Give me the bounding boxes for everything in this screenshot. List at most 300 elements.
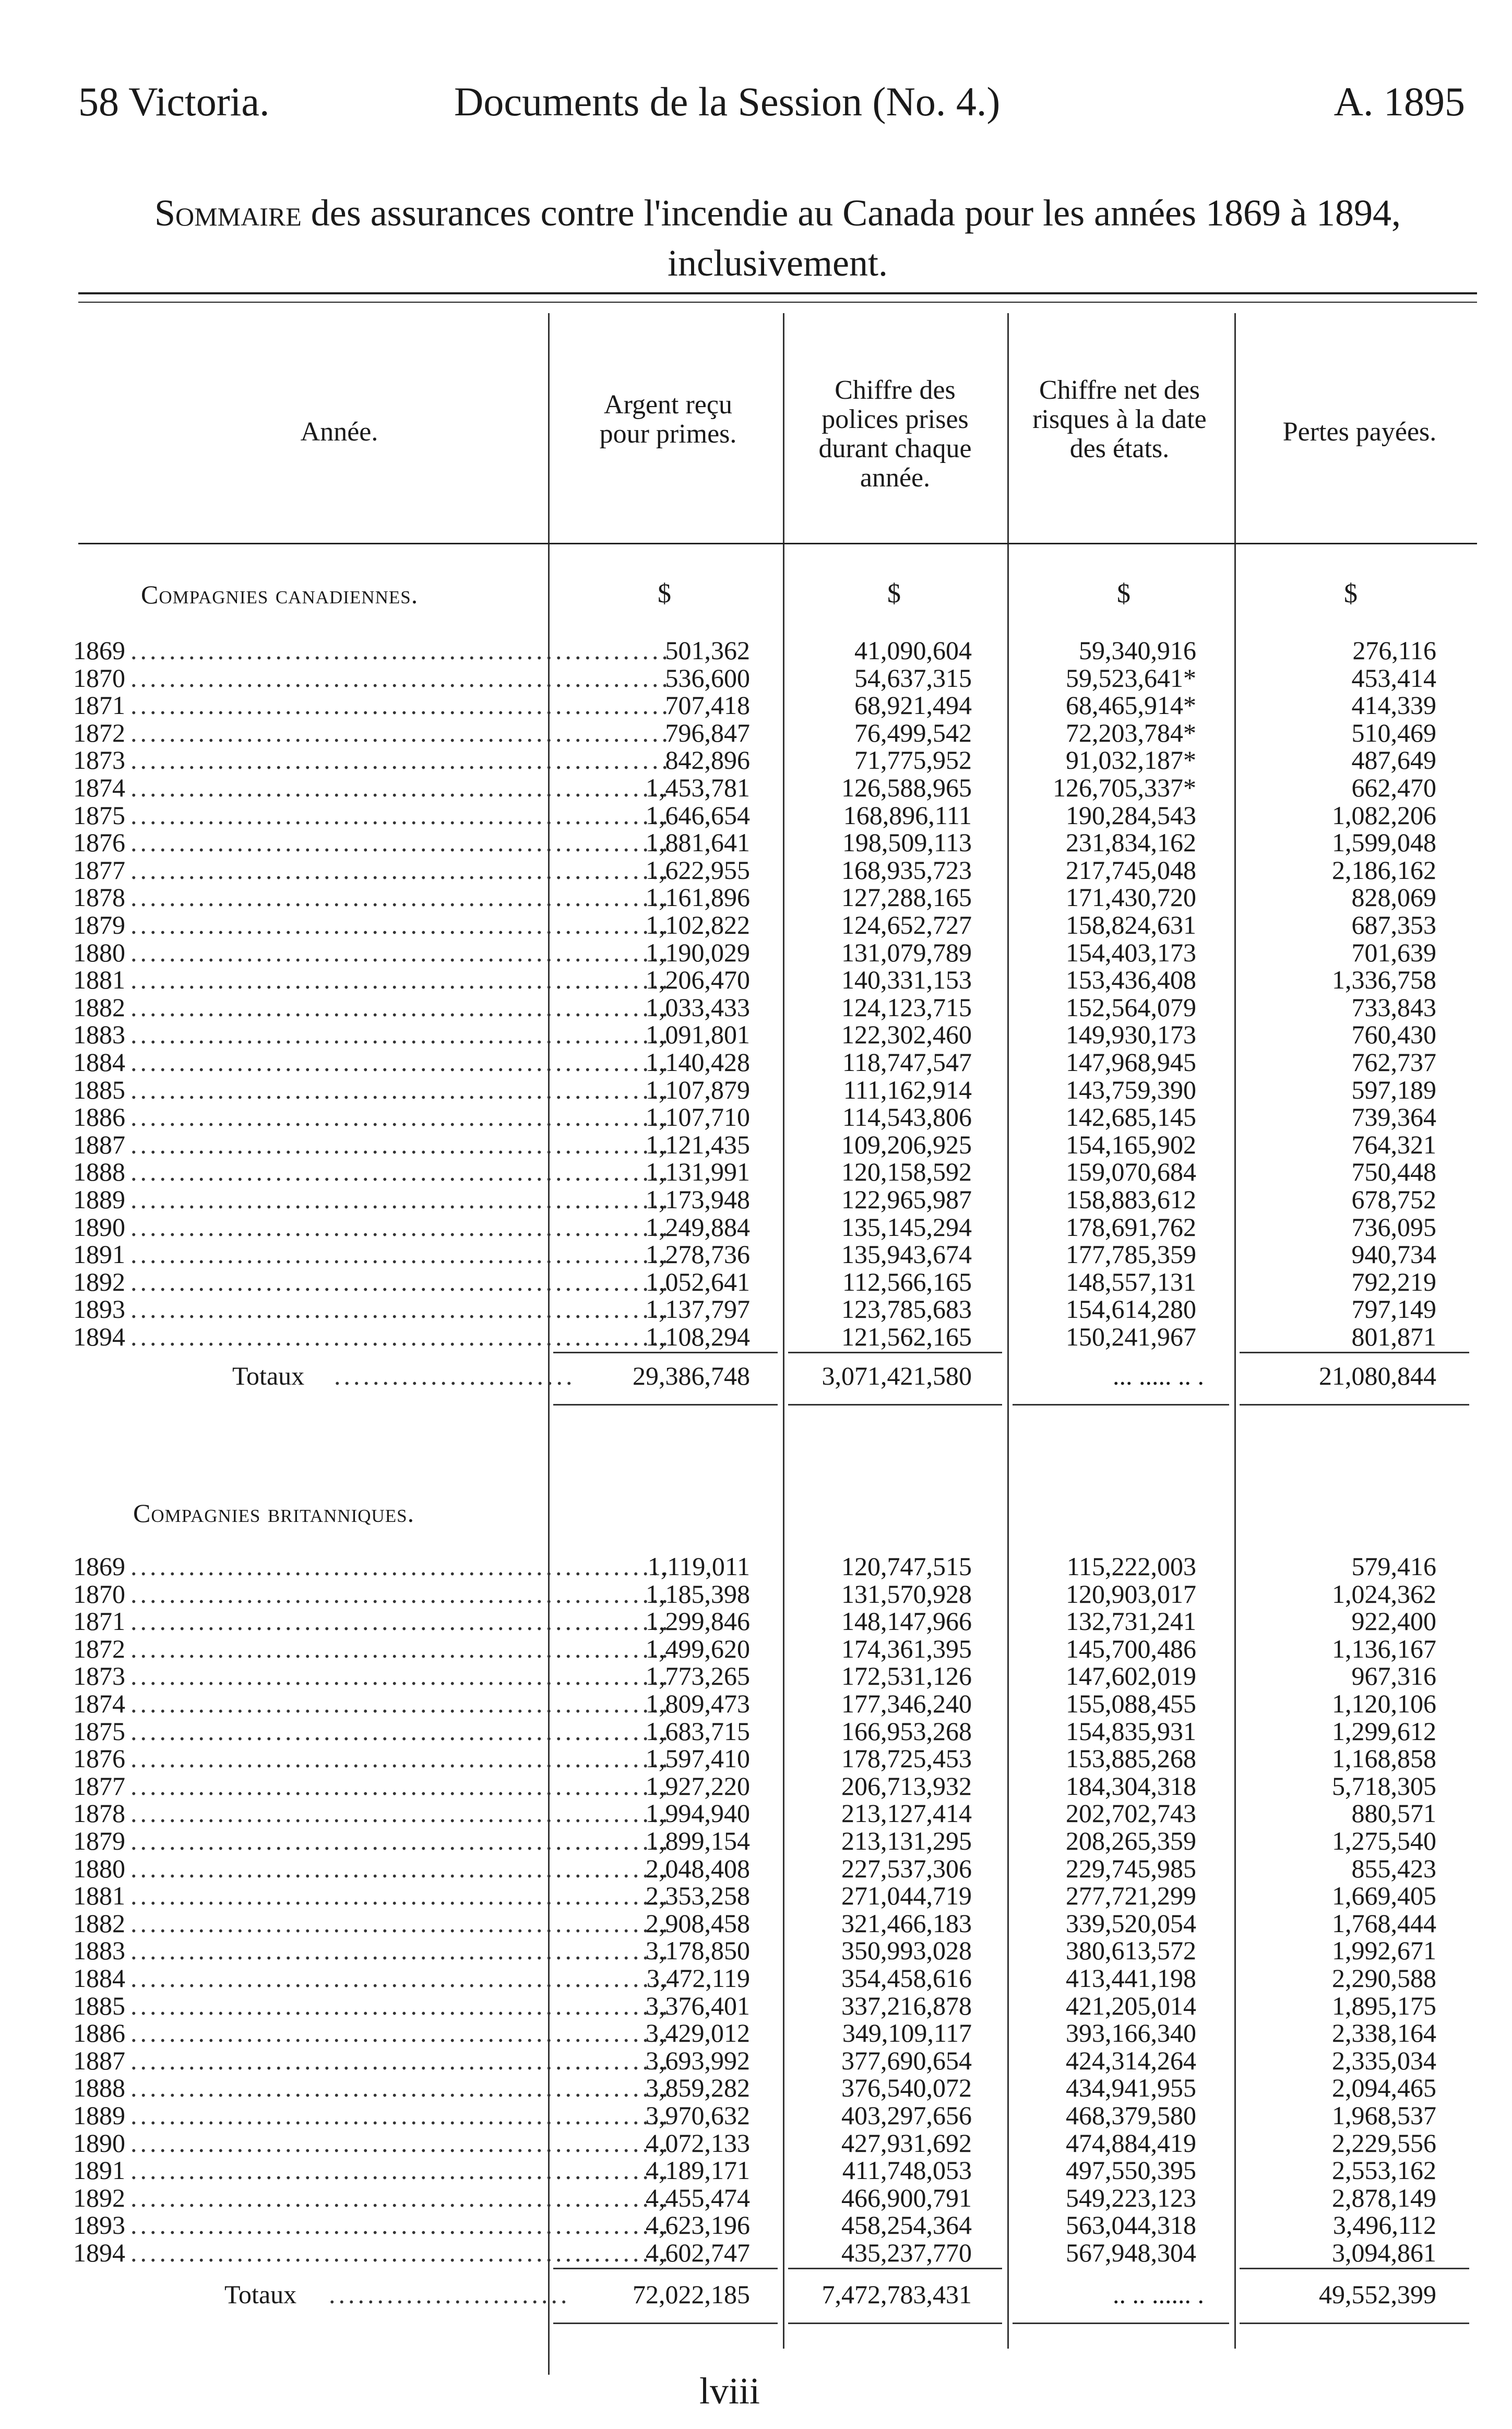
polices-cell: 168,896,111: [843, 800, 972, 830]
risques-cell: 468,379,580: [1066, 2101, 1196, 2130]
risques-cell: 231,834,162: [1066, 828, 1196, 858]
pertes-cell: 792,219: [1351, 1267, 1436, 1296]
risques-cell: 202,702,743: [1066, 1799, 1196, 1828]
header-center: Documents de la Session (No. 4.): [454, 79, 1001, 124]
year-cell: 1874: [73, 773, 125, 802]
year-cell: 1893: [73, 1294, 125, 1324]
pertes-cell: 2,290,588: [1332, 1963, 1436, 1993]
year-cell: 1877: [73, 855, 125, 885]
polices-cell: 377,690,654: [841, 2045, 972, 2075]
leader-dots: ........................................................: [130, 663, 671, 693]
polices-cell: 124,652,727: [841, 910, 972, 939]
polices-cell: 427,931,692: [841, 2128, 972, 2158]
leader-dots: ........................................................: [130, 1047, 671, 1077]
pertes-cell: 579,416: [1351, 1552, 1436, 1581]
leader-dots: ........................................................: [130, 1322, 671, 1351]
year-cell: 1888: [73, 1157, 125, 1187]
table-row: [0, 829, 1512, 856]
leader-dots: ........................................................: [130, 1853, 671, 1883]
polices-cell: 54,637,315: [854, 663, 972, 693]
caption-lead: Sommaire: [154, 192, 302, 234]
risques-cell: 153,436,408: [1066, 965, 1196, 995]
pertes-cell: 414,339: [1351, 690, 1436, 720]
polices-cell: 148,147,966: [841, 1606, 972, 1636]
table-row: [0, 1553, 1512, 1580]
polices-cell: 41,090,604: [854, 636, 972, 665]
polices-cell: 140,331,153: [841, 965, 972, 995]
col-header-annee: Année.: [300, 417, 378, 447]
primes-cell: 3,859,282: [646, 2073, 750, 2103]
leader-dots: ........................................................: [130, 2238, 671, 2267]
table-row: [0, 664, 1512, 692]
primes-cell: 1,278,736: [646, 1240, 750, 1269]
year-cell: 1888: [73, 2073, 125, 2103]
risques-cell: 413,441,198: [1066, 1963, 1196, 1993]
year-cell: 1893: [73, 2210, 125, 2240]
leader-dots: ........................................................: [130, 1689, 671, 1718]
primes-cell: 4,455,474: [646, 2183, 750, 2212]
primes-cell: 1,140,428: [646, 1047, 750, 1077]
polices-cell: 168,935,723: [841, 855, 972, 885]
year-cell: 1878: [73, 883, 125, 912]
sum-rule: [1240, 1352, 1469, 1353]
table-row: [0, 1882, 1512, 1909]
risques-cell: 177,785,359: [1066, 1240, 1196, 1269]
risques-cell: 421,205,014: [1066, 1991, 1196, 2020]
pertes-cell: 678,752: [1351, 1185, 1436, 1214]
pertes-cell: 1,669,405: [1332, 1881, 1436, 1911]
leader-dots: ........................................................: [130, 1294, 671, 1324]
primes-cell: 501,362: [665, 636, 750, 665]
pertes-cell: 750,448: [1351, 1157, 1436, 1187]
sum-rule: [788, 2268, 1002, 2269]
table-row: [0, 1855, 1512, 1882]
totals-pertes: 49,552,399: [1319, 2280, 1436, 2309]
leader-dots: ........................................................: [130, 1936, 671, 1966]
year-cell: 1870: [73, 663, 125, 693]
sum-rule: [1013, 1404, 1229, 1406]
year-cell: 1879: [73, 910, 125, 939]
primes-cell: 3,970,632: [646, 2101, 750, 2130]
year-cell: 1884: [73, 1047, 125, 1077]
leader-dots: ........................................................: [130, 2210, 671, 2240]
pertes-cell: 855,423: [1351, 1853, 1436, 1883]
pertes-cell: 880,571: [1351, 1799, 1436, 1828]
polices-cell: 172,531,126: [841, 1661, 972, 1691]
leader-dots: ........................................................: [130, 1157, 671, 1187]
polices-cell: 114,543,806: [842, 1102, 972, 1132]
year-cell: 1883: [73, 1936, 125, 1966]
risques-cell: 339,520,054: [1066, 1908, 1196, 1938]
primes-cell: 1,033,433: [646, 992, 750, 1022]
year-cell: 1874: [73, 1689, 125, 1718]
leader-dots: ........................................................: [130, 937, 671, 967]
leader-dots: ........................................................: [130, 2045, 671, 2075]
pertes-cell: 2,094,465: [1332, 2073, 1436, 2103]
table-row: [0, 2184, 1512, 2211]
risques-cell: 154,403,173: [1066, 937, 1196, 967]
pertes-cell: 276,116: [1352, 636, 1436, 665]
polices-cell: 354,458,616: [841, 1963, 972, 1993]
polices-cell: 126,588,965: [841, 773, 972, 802]
polices-cell: 109,206,925: [841, 1129, 972, 1159]
polices-cell: 131,079,789: [841, 937, 972, 967]
leader-dots: ........................................................: [130, 1744, 671, 1773]
leader-dots: ........................................................: [130, 1129, 671, 1159]
risques-cell: 91,032,187*: [1066, 745, 1196, 775]
risques-cell: 153,885,268: [1066, 1744, 1196, 1773]
primes-cell: 4,189,171: [646, 2156, 750, 2185]
leader-dots: ........................................................: [130, 1102, 671, 1132]
pertes-cell: 3,496,112: [1332, 2210, 1436, 2240]
primes-cell: 4,623,196: [646, 2210, 750, 2240]
primes-cell: 1,809,473: [646, 1689, 750, 1718]
year-cell: 1881: [73, 965, 125, 995]
primes-cell: 1,119,011: [647, 1552, 750, 1581]
pertes-cell: 2,229,556: [1332, 2128, 1436, 2158]
leader-dots: ........................................................: [130, 2101, 671, 2130]
pertes-cell: 1,895,175: [1332, 1991, 1436, 2020]
table-row: [0, 1662, 1512, 1689]
polices-cell: 213,127,414: [841, 1799, 972, 1828]
leader-dots: ........................................................: [130, 1579, 671, 1609]
pertes-cell: 922,400: [1351, 1606, 1436, 1636]
year-cell: 1887: [73, 1129, 125, 1159]
leader-dots: ........................................................: [130, 1267, 671, 1296]
year-cell: 1879: [73, 1826, 125, 1855]
year-cell: 1892: [73, 2183, 125, 2212]
risques-cell: 159,070,684: [1066, 1157, 1196, 1187]
leader-dots: ........................................................: [130, 1075, 671, 1104]
year-cell: 1880: [73, 1853, 125, 1883]
table-row: [0, 2074, 1512, 2101]
year-cell: 1884: [73, 1963, 125, 1993]
pertes-cell: 1,024,362: [1332, 1579, 1436, 1609]
primes-cell: 1,773,265: [646, 1661, 750, 1691]
primes-cell: 1,299,846: [646, 1606, 750, 1636]
table-row: [0, 1241, 1512, 1268]
year-cell: 1889: [73, 2101, 125, 2130]
primes-cell: 1,249,884: [646, 1212, 750, 1242]
year-cell: 1871: [73, 1606, 125, 1636]
primes-cell: 1,107,710: [646, 1102, 750, 1132]
table-row: [0, 939, 1512, 966]
totals-primes: 72,022,185: [633, 2280, 750, 2309]
leader-dots: ........................................................: [130, 2128, 671, 2158]
risques-cell: 154,835,931: [1066, 1716, 1196, 1746]
leader-dots: ........................................................: [130, 1606, 671, 1636]
leader-dots: ........................................................: [130, 773, 671, 802]
pertes-cell: 1,082,206: [1332, 800, 1436, 830]
polices-cell: 213,131,295: [841, 1826, 972, 1855]
primes-cell: 2,353,258: [646, 1881, 750, 1911]
table-row: [0, 1964, 1512, 1992]
polices-cell: 435,237,770: [841, 2238, 972, 2267]
leader-dots: ........................................................: [130, 1634, 671, 1663]
year-cell: 1885: [73, 1075, 125, 1104]
pertes-cell: 701,639: [1351, 937, 1436, 967]
polices-cell: 71,775,952: [854, 745, 972, 775]
leader-dots: ........................................................: [130, 2156, 671, 2185]
leader-dots: ........................................................: [130, 1908, 671, 1938]
risques-cell: 380,613,572: [1066, 1936, 1196, 1966]
totals-row-britanniques: [0, 2281, 1512, 2308]
risques-cell: 59,523,641*: [1066, 663, 1196, 693]
pertes-cell: 1,599,048: [1332, 828, 1436, 858]
year-cell: 1891: [73, 1240, 125, 1269]
sum-rule: [788, 1404, 1002, 1406]
leader-dots: ........................................................: [130, 1185, 671, 1214]
table-row: [0, 1103, 1512, 1130]
pertes-cell: 2,338,164: [1332, 2018, 1436, 2048]
primes-cell: 1,185,398: [646, 1579, 750, 1609]
leader-dots: ........................................................: [130, 1212, 671, 1242]
risques-cell: 68,465,914*: [1066, 690, 1196, 720]
table-row: [0, 2157, 1512, 2184]
table-row: [0, 692, 1512, 719]
risques-cell: 132,731,241: [1066, 1606, 1196, 1636]
polices-cell: 166,953,268: [841, 1716, 972, 1746]
header-left: 58 Victoria.: [78, 79, 270, 124]
primes-cell: 4,072,133: [646, 2128, 750, 2158]
table-row: [0, 774, 1512, 801]
pertes-cell: 1,120,106: [1332, 1689, 1436, 1718]
leader-dots: ........................................................: [130, 883, 671, 912]
table-row: [0, 2102, 1512, 2129]
primes-cell: 1,121,435: [646, 1129, 750, 1159]
leader-dots: .........................: [329, 2280, 570, 2309]
risques-cell: 277,721,299: [1066, 1881, 1196, 1911]
primes-cell: 707,418: [665, 690, 750, 720]
risques-cell: 190,284,543: [1066, 800, 1196, 830]
table-row: [0, 1992, 1512, 2019]
primes-cell: 3,376,401: [646, 1991, 750, 2020]
primes-cell: 3,429,012: [646, 2018, 750, 2048]
leader-dots: ........................................................: [130, 690, 671, 720]
polices-cell: 112,566,165: [842, 1267, 972, 1296]
leader-dots: ........................................................: [130, 910, 671, 939]
risques-cell: 497,550,395: [1066, 2156, 1196, 2185]
polices-cell: 76,499,542: [854, 718, 972, 747]
polices-cell: 227,537,306: [841, 1853, 972, 1883]
leader-dots: ........................................................: [130, 2073, 671, 2103]
table-row: [0, 1076, 1512, 1103]
sum-rule: [553, 1352, 778, 1353]
risques-cell: 155,088,455: [1066, 1689, 1196, 1718]
polices-cell: 337,216,878: [841, 1991, 972, 2020]
totals-polices: 7,472,783,431: [822, 2280, 972, 2309]
top-rule: [78, 292, 1477, 294]
risques-cell: 149,930,173: [1066, 1020, 1196, 1050]
polices-cell: 198,509,113: [842, 828, 972, 858]
year-cell: 1891: [73, 2156, 125, 2185]
leader-dots: ........................................................: [130, 1881, 671, 1911]
risques-cell: 143,759,390: [1066, 1075, 1196, 1104]
risques-cell: 158,883,612: [1066, 1185, 1196, 1214]
totals-label: Totaux: [232, 1361, 305, 1390]
year-cell: 1890: [73, 2128, 125, 2158]
pertes-cell: 940,734: [1351, 1240, 1436, 1269]
polices-cell: 376,540,072: [841, 2073, 972, 2103]
primes-cell: 1,206,470: [646, 965, 750, 995]
polices-cell: 321,466,183: [841, 1908, 972, 1938]
caption-text: des assurances contre l'incendie au Canada pour les années 1869 à 1894, inclusivement.: [301, 192, 1401, 284]
currency-mark: $: [658, 579, 671, 609]
year-cell: 1875: [73, 800, 125, 830]
risques-cell: 549,223,123: [1066, 2183, 1196, 2212]
primes-cell: 1,453,781: [646, 773, 750, 802]
primes-cell: 3,693,992: [646, 2045, 750, 2075]
primes-cell: 1,137,797: [646, 1294, 750, 1324]
risques-cell: 120,903,017: [1066, 1579, 1196, 1609]
primes-cell: 842,896: [665, 745, 750, 775]
pertes-cell: 1,992,671: [1332, 1936, 1436, 1966]
col-header-risques: Chiffre net des risques à la date des états.: [1032, 375, 1207, 463]
risques-cell: 150,241,967: [1066, 1322, 1196, 1351]
year-cell: 1876: [73, 828, 125, 858]
totals-polices: 3,071,421,580: [822, 1361, 972, 1390]
table-row: [0, 1690, 1512, 1717]
year-cell: 1870: [73, 1579, 125, 1609]
risques-cell: 474,884,419: [1066, 2128, 1196, 2158]
sum-rule: [788, 1352, 1002, 1353]
pertes-cell: 797,149: [1351, 1294, 1436, 1324]
pertes-cell: 1,336,758: [1332, 965, 1436, 995]
sum-rule: [1013, 2323, 1229, 2324]
table-row: [0, 1186, 1512, 1213]
risques-cell: 72,203,784*: [1066, 718, 1196, 747]
totals-primes: 29,386,748: [633, 1361, 750, 1390]
currency-mark: $: [1117, 579, 1130, 609]
polices-cell: 122,965,987: [841, 1185, 972, 1214]
polices-cell: 177,346,240: [841, 1689, 972, 1718]
primes-cell: 1,646,654: [646, 800, 750, 830]
leader-dots: ........................................................: [130, 2183, 671, 2212]
header-rule: [78, 543, 1477, 544]
risques-cell: 147,968,945: [1066, 1047, 1196, 1077]
polices-cell: 349,109,117: [842, 2018, 972, 2048]
pertes-cell: 967,316: [1351, 1661, 1436, 1691]
table-row: [0, 1910, 1512, 1937]
leader-dots: ........................................................: [130, 992, 671, 1022]
totals-row-canadiennes: [0, 1362, 1512, 1389]
polices-cell: 123,785,683: [841, 1294, 972, 1324]
year-cell: 1890: [73, 1212, 125, 1242]
polices-cell: 118,747,547: [842, 1047, 972, 1077]
pertes-cell: 1,768,444: [1332, 1908, 1436, 1938]
table-row: [0, 1608, 1512, 1635]
table-row: [0, 2019, 1512, 2046]
totals-risques: ... ..... .. .: [1113, 1361, 1204, 1390]
year-cell: 1881: [73, 1881, 125, 1911]
primes-cell: 1,107,879: [646, 1075, 750, 1104]
table-row: [0, 1635, 1512, 1662]
leader-dots: ........................................................: [130, 1240, 671, 1269]
polices-cell: 350,993,028: [841, 1936, 972, 1966]
polices-cell: 178,725,453: [841, 1744, 972, 1773]
polices-cell: 174,361,395: [841, 1634, 972, 1663]
year-cell: 1883: [73, 1020, 125, 1050]
risques-cell: 563,044,318: [1066, 2210, 1196, 2240]
pertes-cell: 1,968,537: [1332, 2101, 1436, 2130]
table-row: [0, 1049, 1512, 1076]
leader-dots: ........................................................: [130, 636, 671, 665]
leader-dots: ........................................................: [130, 965, 671, 995]
pertes-cell: 764,321: [1351, 1129, 1436, 1159]
primes-cell: 1,190,029: [646, 937, 750, 967]
leader-dots: ........................................................: [130, 2018, 671, 2048]
year-cell: 1894: [73, 1322, 125, 1351]
year-cell: 1882: [73, 1908, 125, 1938]
table-row: [0, 966, 1512, 993]
leader-dots: .........................: [334, 1361, 576, 1390]
page-number: lviii: [699, 2370, 760, 2412]
table-row: [0, 1268, 1512, 1295]
pertes-cell: 597,189: [1351, 1075, 1436, 1104]
section-title-canadiennes: Compagnies canadiennes.: [141, 580, 419, 609]
risques-cell: 229,745,985: [1066, 1853, 1196, 1883]
primes-cell: 1,899,154: [646, 1826, 750, 1855]
year-cell: 1873: [73, 1661, 125, 1691]
primes-cell: 796,847: [665, 718, 750, 747]
table-row: [0, 856, 1512, 884]
pertes-cell: 736,095: [1351, 1212, 1436, 1242]
risques-cell: 115,222,003: [1066, 1552, 1196, 1581]
pertes-cell: 1,275,540: [1332, 1826, 1436, 1855]
risques-cell: 154,165,902: [1066, 1129, 1196, 1159]
risques-cell: 142,685,145: [1066, 1102, 1196, 1132]
year-cell: 1885: [73, 1991, 125, 2020]
year-cell: 1882: [73, 992, 125, 1022]
year-cell: 1869: [73, 1552, 125, 1581]
table-row: [0, 802, 1512, 829]
leader-dots: ........................................................: [130, 745, 671, 775]
sum-rule: [553, 2323, 778, 2324]
year-cell: 1886: [73, 2018, 125, 2048]
year-cell: 1894: [73, 2238, 125, 2267]
polices-cell: 403,297,656: [841, 2101, 972, 2130]
table-row: [0, 1800, 1512, 1827]
table-row: [0, 1937, 1512, 1964]
pertes-cell: 828,069: [1351, 883, 1436, 912]
polices-cell: 466,900,791: [841, 2183, 972, 2212]
polices-cell: 120,747,515: [841, 1552, 972, 1581]
polices-cell: 127,288,165: [841, 883, 972, 912]
leader-dots: ........................................................: [130, 855, 671, 885]
pertes-cell: 662,470: [1351, 773, 1436, 802]
pertes-cell: 510,469: [1351, 718, 1436, 747]
risques-cell: 148,557,131: [1066, 1267, 1196, 1296]
pertes-cell: 1,299,612: [1332, 1716, 1436, 1746]
year-cell: 1871: [73, 690, 125, 720]
year-cell: 1876: [73, 1744, 125, 1773]
leader-dots: ........................................................: [130, 1020, 671, 1050]
table-row: [0, 1718, 1512, 1745]
risques-cell: 567,948,304: [1066, 2238, 1196, 2267]
sum-rule: [1240, 2323, 1469, 2324]
table-row: [0, 1827, 1512, 1854]
primes-cell: 1,994,940: [646, 1799, 750, 1828]
pertes-cell: 739,364: [1351, 1102, 1436, 1132]
table-row: [0, 2239, 1512, 2266]
pertes-cell: 5,718,305: [1332, 1771, 1436, 1801]
pertes-cell: 2,878,149: [1332, 2183, 1436, 2212]
sum-rule: [1240, 1404, 1469, 1406]
year-cell: 1869: [73, 636, 125, 665]
table-row: [0, 1213, 1512, 1241]
leader-dots: ........................................................: [130, 1963, 671, 1993]
table-row: [0, 1158, 1512, 1185]
